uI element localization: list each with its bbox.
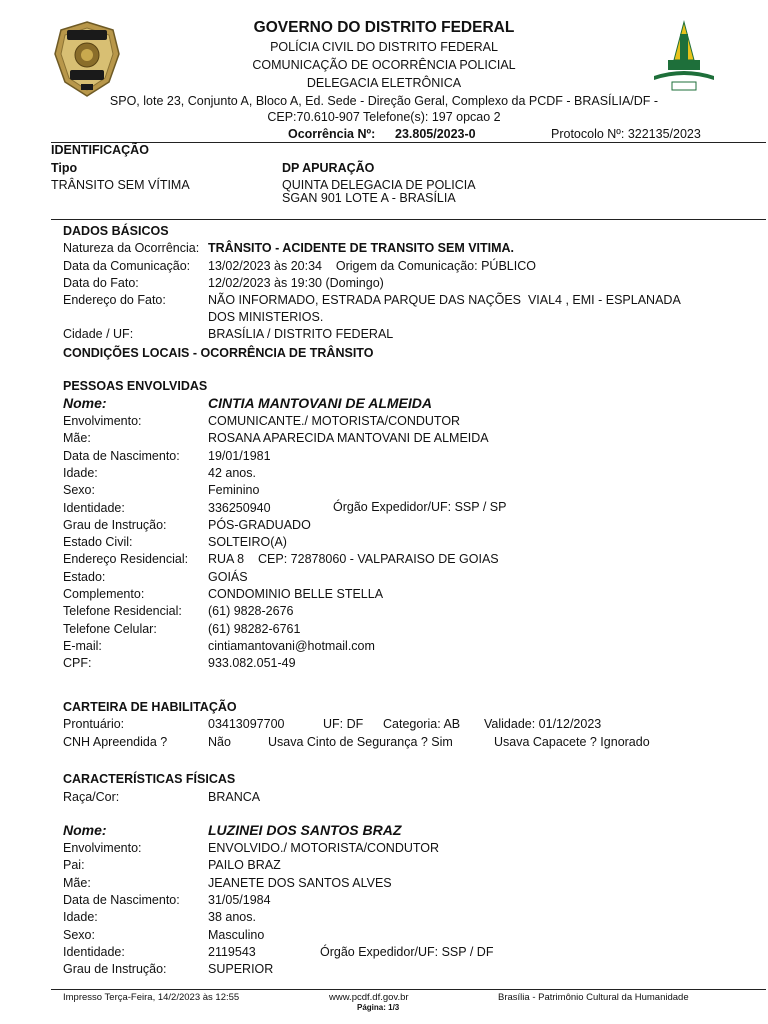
p2-field-label: Mãe: <box>63 875 91 890</box>
p2-field-label: Pai: <box>63 858 85 873</box>
p1-field-label: Complemento: <box>63 587 145 601</box>
capacete: Usava Capacete ? Ignorado <box>494 735 650 749</box>
endereco-fato-label: Endereço do Fato: <box>63 293 166 307</box>
p1-field-value: 19/01/1981 <box>208 448 271 463</box>
data-fato-value: 12/02/2023 às 19:30 (Domingo) <box>208 276 384 290</box>
p1-field-value: PÓS-GRADUADO <box>208 517 311 532</box>
nome-label: Nome: <box>63 822 107 838</box>
person-1-orgao-expedidor: Órgão Expedidor/UF: SSP / SP <box>333 500 507 514</box>
cnh-categoria: Categoria: AB <box>383 717 461 731</box>
tipo-value: TRÂNSITO SEM VÍTIMA <box>51 178 190 192</box>
footer-printed-date: Impresso Terça-Feira, 14/2/2023 às 12:55 <box>63 992 240 1003</box>
p1-field-value: (61) 9828-2676 <box>208 604 294 619</box>
person-1-name: CINTIA MANTOVANI DE ALMEIDA <box>208 395 432 411</box>
p1-field-label: Identidade: <box>63 500 125 515</box>
protocolo-number: Protocolo Nº: 322135/2023 <box>551 127 701 141</box>
p2-field-label: Grau de Instrução: <box>63 962 167 977</box>
p2-field-label: Identidade: <box>63 944 125 959</box>
p2-field-label: Envolvimento: <box>63 841 142 855</box>
p2-field-label: Sexo: <box>63 927 95 942</box>
header-address-1: SPO, lote 23, Conjunto A, Bloco A, Ed. Sede - Direção Geral, Complexo da PCDF - BRASÍLIA/DF - <box>109 94 659 108</box>
p2-field-label: Data de Nascimento: <box>63 892 180 907</box>
natureza-value: TRÂNSITO - ACIDENTE DE TRANSITO SEM VITIMA. <box>208 241 515 255</box>
p1-field-value: COMUNICANTE./ MOTORISTA/CONDUTOR <box>208 414 461 428</box>
nome-label: Nome: <box>63 395 107 411</box>
p1-field-value: CONDOMINIO BELLE STELLA <box>208 587 384 601</box>
footer-motto: Brasília - Patrimônio Cultural da Humanidade <box>498 992 689 1003</box>
data-comunicacao-label: Data da Comunicação: <box>63 259 191 273</box>
p1-field-label: Sexo: <box>63 483 95 498</box>
header-address-2: CEP:70.610-907 Telefone(s): 197 opcao 2 <box>267 110 501 124</box>
endereco-fato-value-cont: DOS MINISTERIOS. <box>208 310 324 324</box>
p1-field-value: Feminino <box>208 483 260 498</box>
document-title: GOVERNO DO DISTRITO FEDERAL <box>253 19 515 36</box>
divider <box>51 219 766 220</box>
p1-field-value: 933.082.051-49 <box>208 656 296 671</box>
p2-field-value: 2119543 <box>208 944 256 959</box>
p1-field-value: cintiamantovani@hotmail.com <box>208 638 375 653</box>
footer-divider <box>51 989 766 990</box>
p2-field-label: Idade: <box>63 910 98 925</box>
cnh-apreendida-label: CNH Apreendida ? <box>63 735 168 749</box>
p1-field-value: 42 anos. <box>208 465 256 480</box>
p2-field-value: 31/05/1984 <box>208 892 271 907</box>
condicoes-locais-heading: CONDIÇÕES LOCAIS - OCORRÊNCIA DE TRÂNSITO <box>63 346 374 360</box>
ocorrencia-label: Ocorrência Nº: <box>288 127 376 141</box>
dados-basicos-heading: DADOS BÁSICOS <box>63 224 169 238</box>
footer-website: www.pcdf.df.gov.br <box>329 992 409 1003</box>
dp-apuracao-label: DP APURAÇÃO <box>282 161 375 175</box>
cnh-apreendida-value: Não <box>208 735 231 749</box>
ocorrencia-number: 23.805/2023-0 <box>395 127 476 141</box>
p1-field-value: SOLTEIRO(A) <box>208 535 287 550</box>
person-2-orgao-expedidor: Órgão Expedidor/UF: SSP / DF <box>320 945 494 959</box>
p2-field-value: 38 anos. <box>208 910 256 925</box>
divider <box>51 142 766 143</box>
cinto-seguranca: Usava Cinto de Segurança ? Sim <box>268 735 453 749</box>
cnh-uf: UF: DF <box>323 717 364 731</box>
p1-field-label: E-mail: <box>63 638 102 653</box>
p1-field-label: Data de Nascimento: <box>63 448 180 463</box>
prontuario-value: 03413097700 <box>208 717 285 731</box>
identificacao-heading: IDENTIFICAÇÃO <box>51 143 149 157</box>
p1-field-label: CPF: <box>63 656 92 671</box>
p2-field-value: ENVOLVIDO./ MOTORISTA/CONDUTOR <box>208 841 440 855</box>
person-2-name: LUZINEI DOS SANTOS BRAZ <box>208 822 402 838</box>
p1-field-label: Estado: <box>63 569 106 584</box>
cnh-heading: CARTEIRA DE HABILITAÇÃO <box>63 700 237 714</box>
header-line-1: POLÍCIA CIVIL DO DISTRITO FEDERAL <box>270 40 498 54</box>
p1-field-value: ROSANA APARECIDA MANTOVANI DE ALMEIDA <box>208 431 489 446</box>
data-fato-label: Data do Fato: <box>63 276 139 290</box>
p2-field-value: Masculino <box>208 927 265 942</box>
prontuario-label: Prontuário: <box>63 717 125 731</box>
p2-field-value: SUPERIOR <box>208 962 274 977</box>
header-line-3: DELEGACIA ELETRÔNICA <box>306 76 462 90</box>
header-line-2: COMUNICAÇÃO DE OCORRÊNCIA POLICIAL <box>252 58 516 72</box>
p2-field-value: PAILO BRAZ <box>208 858 281 873</box>
dp-apuracao-address: SGAN 901 LOTE A - BRASÍLIA <box>282 191 456 205</box>
cidade-uf-label: Cidade / UF: <box>63 327 134 341</box>
p1-field-value: RUA 8 CEP: 72878060 - VALPARAISO DE GOIAS <box>208 552 499 567</box>
p1-field-label: Grau de Instrução: <box>63 517 167 532</box>
p1-field-label: Idade: <box>63 465 98 480</box>
p1-field-label: Mãe: <box>63 431 91 446</box>
p2-field-value: JEANETE DOS SANTOS ALVES <box>208 875 392 890</box>
cidade-uf-value: BRASÍLIA / DISTRITO FEDERAL <box>208 327 394 341</box>
raca-cor-value: BRANCA <box>208 790 261 804</box>
caracteristicas-fisicas-heading: CARACTERÍSTICAS FÍSICAS <box>63 772 236 786</box>
p1-field-value: 336250940 <box>208 500 271 515</box>
raca-cor-label: Raça/Cor: <box>63 790 120 804</box>
dp-apuracao-value: QUINTA DELEGACIA DE POLICIA <box>282 178 476 192</box>
p1-field-label: Envolvimento: <box>63 414 142 428</box>
endereco-fato-value: NÃO INFORMADO, ESTRADA PARQUE DAS NAÇÕES VIAL4 , EMI - ESPLANADA <box>208 293 681 307</box>
p1-field-value: (61) 98282-6761 <box>208 621 301 636</box>
p1-field-label: Telefone Celular: <box>63 621 157 636</box>
cnh-validade: Validade: 01/12/2023 <box>484 717 602 731</box>
data-comunicacao-value: 13/02/2023 às 20:34 Origem da Comunicação: PÚBLICO <box>208 259 536 273</box>
p1-field-label: Telefone Residencial: <box>63 604 182 619</box>
p1-field-label: Estado Civil: <box>63 535 133 550</box>
footer-page-number: Página: 1/3 <box>357 1003 400 1012</box>
pessoas-envolvidas-heading: PESSOAS ENVOLVIDAS <box>63 379 208 393</box>
p1-field-label: Endereço Residencial: <box>63 552 189 567</box>
natureza-label: Natureza da Ocorrência: <box>63 241 200 255</box>
p1-field-value: GOIÁS <box>208 569 248 584</box>
tipo-label: Tipo <box>51 161 78 175</box>
